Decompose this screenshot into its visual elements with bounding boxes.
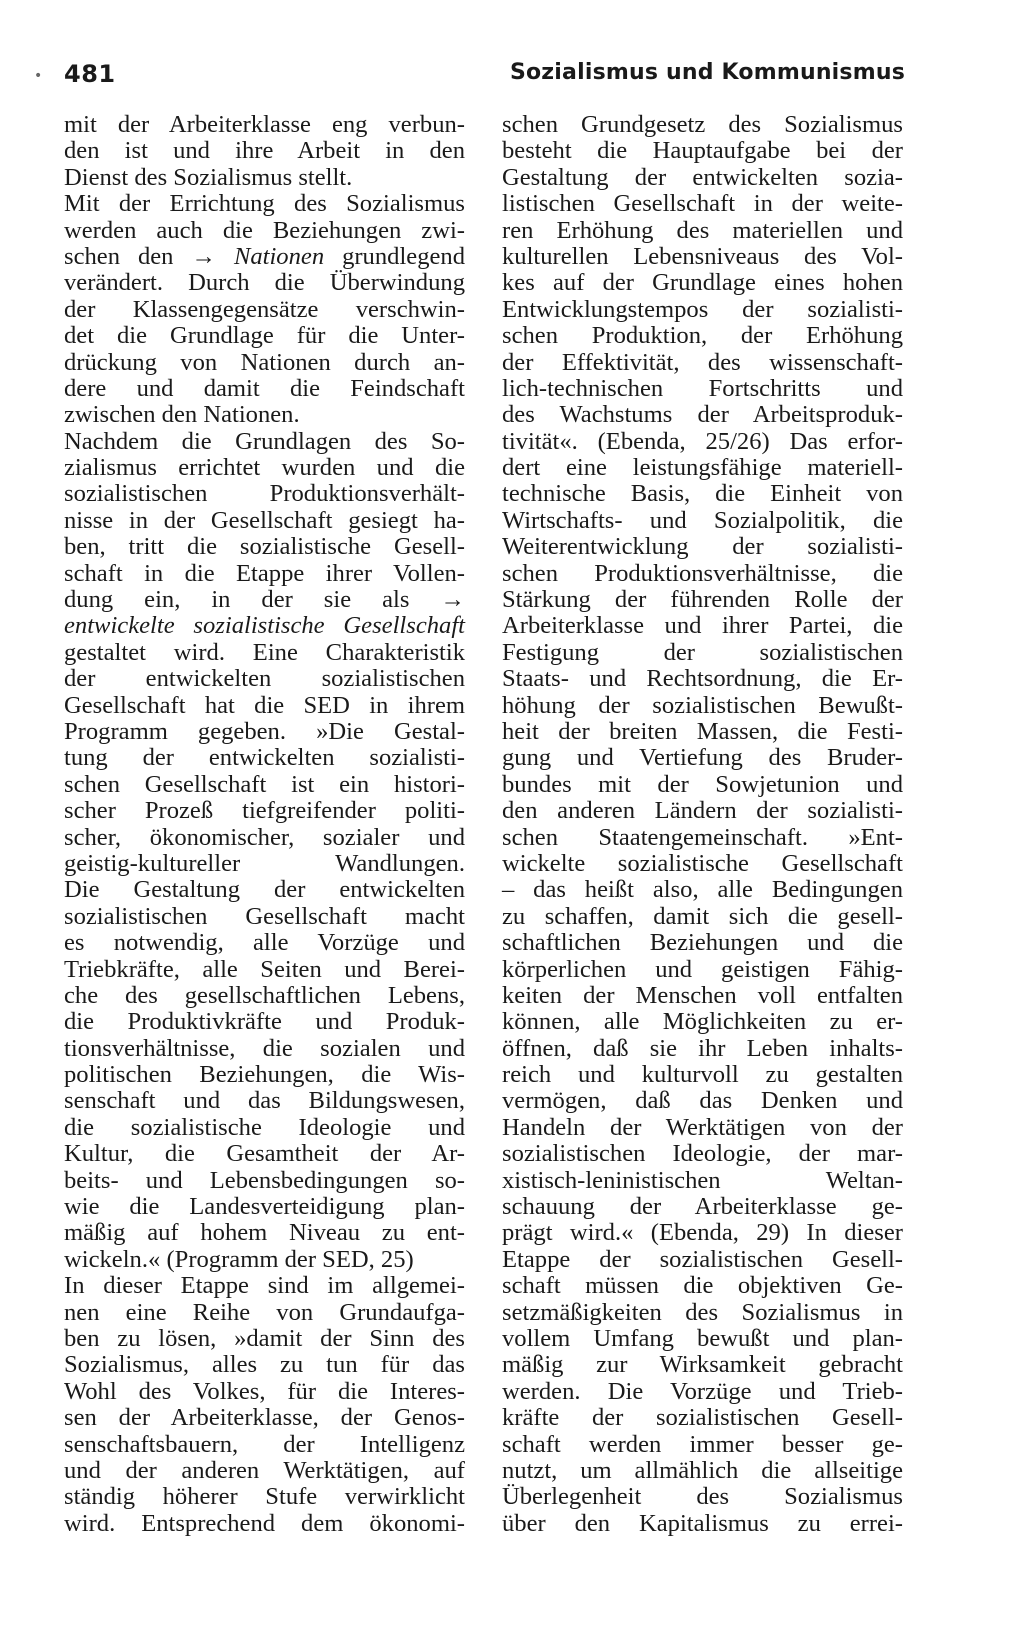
text-line [502, 402, 903, 428]
text-run: tivität«. (Ebenda, 25/26) Das erfor- [502, 427, 903, 455]
text-run: Stärkung der führenden Rolle der [502, 586, 903, 614]
text-line [64, 877, 465, 903]
text-run: nutzt, um allmählich die allseitige [502, 1456, 903, 1484]
text-run: vollem Umfang bewußt und plan- [502, 1324, 903, 1352]
text-run: prägt wird.« (Ebenda, 29) In dieser [502, 1219, 903, 1247]
text-run: kes auf der Grundlage eines hohen [502, 269, 903, 297]
text-line [64, 534, 465, 560]
text-run: Arbeiterklasse und ihrer Partei, die [502, 612, 903, 640]
text-line [64, 957, 465, 983]
text-run: schen Grundgesetz des Sozialismus [502, 111, 903, 138]
text-line [502, 930, 903, 956]
text-line [64, 270, 465, 296]
text-line [64, 481, 465, 507]
text-line [64, 561, 465, 587]
text-run: schaft werden immer besser ge- [502, 1430, 903, 1458]
text-run: nen eine Reihe von Grundaufga- [64, 1298, 465, 1326]
text-line [502, 798, 903, 824]
text-run: und der anderen Werktätigen, auf [64, 1456, 465, 1484]
text-run: Festigung der sozialistischen [502, 638, 903, 666]
text-run: mäßig zur Wirksamkeit gebracht [502, 1351, 903, 1379]
text-line [502, 613, 903, 639]
text-run: des Wachstums der Arbeitsproduk- [502, 401, 903, 429]
text-run: Dienst des Sozialismus stellt. [64, 163, 353, 191]
text-run: schen Staatengemeinschaft. »Ent- [502, 823, 903, 851]
text-line [64, 508, 465, 534]
text-line [64, 455, 465, 481]
text-run: schen den → [64, 242, 234, 270]
text-line [502, 165, 903, 191]
text-run: Gestaltung der entwickelten sozia- [502, 163, 903, 191]
text-run: wird. Entsprechend dem ökonomi- [64, 1509, 465, 1537]
text-run: senschaftsbauern, der Intelligenz [64, 1430, 465, 1458]
text-run: sozialistischen Gesellschaft macht [64, 902, 465, 930]
text-run: dert eine leistungsfähige materiell- [502, 454, 903, 482]
text-line [64, 983, 465, 1009]
text-line [64, 350, 465, 376]
italic-term: Nationen [233, 242, 325, 270]
text-run: schaft in die Etappe ihrer Vollen- [64, 559, 465, 587]
text-line [502, 957, 903, 983]
text-run: wickeln.« (Programm der SED, 25) [64, 1245, 414, 1273]
text-line [64, 402, 465, 428]
text-run: der entwickelten sozialistischen [64, 665, 465, 693]
text-line [64, 1458, 465, 1484]
text-run: technische Basis, die Einheit von [502, 480, 903, 508]
text-line [64, 1115, 465, 1141]
text-line [64, 825, 465, 851]
text-line [502, 640, 903, 666]
text-line [502, 587, 903, 613]
text-run: Kultur, die Gesamtheit der Ar- [64, 1140, 465, 1168]
text-line [64, 693, 465, 719]
text-run: Wirtschafts- und Sozialpolitik, die [502, 506, 903, 534]
text-run: bundes mit der Sowjetunion und [502, 770, 903, 798]
text-line [502, 851, 903, 877]
text-line [502, 1432, 903, 1458]
text-run: Sozialismus, alles zu tun für das [64, 1351, 465, 1379]
text-run: körperlichen und geistigen Fähig- [502, 955, 903, 983]
text-run: öffnen, daß sie ihr Leben inhalts- [502, 1034, 903, 1062]
text-run: ren Erhöhung des materiellen und [502, 216, 903, 244]
text-run: heit der breiten Massen, die Festi- [502, 717, 903, 745]
text-run: sozialistischen Produktionsverhält- [64, 480, 465, 508]
text-run: keiten der Menschen voll entfalten [502, 981, 903, 1009]
text-line [502, 666, 903, 692]
text-run: Staats- und Rechtsordnung, die Er- [502, 665, 903, 693]
text-line [64, 1247, 465, 1273]
text-line [64, 587, 465, 613]
text-run: zialismus errichtet wurden und die [64, 454, 465, 482]
text-run: höhung der sozialistischen Bewußt- [502, 691, 903, 719]
right-text-column [502, 112, 903, 1537]
text-line [502, 745, 903, 771]
text-run: schen Produktionsverhältnisse, die [502, 559, 903, 587]
text-line [64, 930, 465, 956]
text-run: drückung von Nationen durch an- [64, 348, 465, 376]
text-run: schaftlichen Beziehungen und die [502, 929, 903, 957]
text-line [502, 297, 903, 323]
text-line [64, 1511, 465, 1537]
text-run: nisse in der Gesellschaft gesiegt ha- [64, 506, 465, 534]
text-line [502, 481, 903, 507]
text-run: vermögen, daß das Denken und [502, 1087, 903, 1115]
text-line [64, 666, 465, 692]
text-run: ständig höherer Stufe verwirklicht [64, 1483, 465, 1511]
text-run: werden. Die Vorzüge und Trieb- [502, 1377, 903, 1405]
text-run: sozialistischen Ideologie, der mar- [502, 1140, 903, 1168]
text-line [502, 138, 903, 164]
text-run: schauung der Arbeiterklasse ge- [502, 1193, 903, 1221]
text-line [64, 376, 465, 402]
text-run: schen Produktion, der Erhöhung [502, 322, 903, 350]
text-run: mäßig auf hohem Niveau zu ent- [64, 1219, 465, 1247]
text-line [64, 1036, 465, 1062]
text-run: Triebkräfte, alle Seiten und Berei- [64, 955, 465, 983]
text-line [64, 218, 465, 244]
text-line [502, 218, 903, 244]
text-run: Programm gegeben. »Die Gestal- [64, 717, 465, 745]
text-run: besteht die Hauptaufgabe bei der [502, 137, 903, 165]
text-line [64, 297, 465, 323]
text-line [64, 1405, 465, 1431]
text-line [502, 1511, 903, 1537]
text-line [502, 1009, 903, 1035]
text-line [64, 1062, 465, 1088]
left-text-column [64, 112, 465, 1537]
text-line [64, 745, 465, 771]
running-header-title: Sozialismus und Kommunismus [509, 60, 905, 85]
text-line [64, 191, 465, 217]
text-run: wie die Landesverteidigung plan- [64, 1193, 465, 1221]
text-run: schaft müssen die objektiven Ge- [502, 1272, 903, 1300]
text-run: che des gesellschaftlichen Lebens, [64, 981, 465, 1009]
text-line [502, 1326, 903, 1352]
text-line [502, 1036, 903, 1062]
text-line [64, 1432, 465, 1458]
text-line [502, 561, 903, 587]
text-run: der Klassengegensätze verschwin- [64, 295, 465, 323]
text-line [64, 1168, 465, 1194]
text-line [64, 798, 465, 824]
text-run: wickelte sozialistische Gesellschaft [502, 849, 903, 877]
page-number: 481 [64, 60, 116, 88]
text-line [502, 983, 903, 1009]
text-run: kulturellen Lebensniveaus des Vol- [502, 242, 903, 270]
text-line [502, 1379, 903, 1405]
text-run: den ist und ihre Arbeit in den [64, 137, 465, 165]
text-line [502, 1168, 903, 1194]
text-run: verändert. Durch die Überwindung [64, 269, 465, 297]
text-line [502, 877, 903, 903]
text-line [64, 1326, 465, 1352]
text-line [64, 904, 465, 930]
text-run: det die Grundlage für die Unter- [64, 322, 465, 350]
text-line [502, 825, 903, 851]
text-run: – das heißt also, alle Bedingungen [502, 876, 903, 904]
page-corner-mark: • [34, 68, 43, 84]
text-line [502, 904, 903, 930]
text-line [502, 244, 903, 270]
text-run: schen Gesellschaft ist ein histori- [64, 770, 465, 798]
text-run: Die Gestaltung der entwickelten [64, 876, 465, 904]
text-line [502, 429, 903, 455]
text-line [64, 244, 465, 270]
text-line [64, 613, 465, 639]
text-run: listischen Gesellschaft in der weite- [502, 190, 903, 218]
text-run: Etappe der sozialistischen Gesell- [502, 1245, 903, 1273]
text-run: tung der entwickelten sozialisti- [64, 744, 465, 772]
text-run: ben, tritt die sozialistische Gesell- [64, 533, 465, 561]
text-run: sen der Arbeiterklasse, der Genos- [64, 1404, 465, 1432]
text-line [64, 1300, 465, 1326]
italic-term: entwickelte sozialistische Gesellschaft [64, 612, 465, 640]
text-line [502, 1300, 903, 1326]
text-line [502, 719, 903, 745]
text-run: Wohl des Volkes, für die Interes- [64, 1377, 465, 1405]
text-run: In dieser Etappe sind im allgemei- [64, 1272, 465, 1300]
text-line [502, 350, 903, 376]
text-line [502, 693, 903, 719]
text-run: scher Prozeß tiefgreifender politi- [64, 797, 465, 825]
text-line [64, 1352, 465, 1378]
text-line [502, 455, 903, 481]
text-run: über den Kapitalismus zu errei- [502, 1509, 903, 1537]
text-line [64, 1273, 465, 1299]
text-line [64, 1194, 465, 1220]
text-run: Nachdem die Grundlagen des So- [64, 427, 465, 455]
text-line [502, 1062, 903, 1088]
text-run: politischen Beziehungen, die Wis- [64, 1061, 465, 1089]
text-line [502, 1273, 903, 1299]
text-line [502, 772, 903, 798]
text-run: grundlegend [324, 242, 465, 270]
text-line [502, 1352, 903, 1378]
text-line [502, 534, 903, 560]
text-line [502, 1484, 903, 1510]
text-line [64, 323, 465, 349]
text-run: kräfte der sozialistischen Gesell- [502, 1404, 903, 1432]
text-run: Handeln der Werktätigen von der [502, 1113, 903, 1141]
text-run: die Produktivkräfte und Produk- [64, 1008, 465, 1036]
text-run: xistisch-leninistischen Weltan- [502, 1166, 903, 1194]
text-line [502, 191, 903, 217]
text-line [502, 1088, 903, 1114]
text-line [502, 323, 903, 349]
text-line [502, 270, 903, 296]
text-line [64, 1220, 465, 1246]
text-line [502, 112, 903, 138]
text-run: Mit der Errichtung des Sozialismus [64, 190, 465, 218]
text-run: können, alle Möglichkeiten zu er- [502, 1008, 903, 1036]
text-run: werden auch die Beziehungen zwi- [64, 216, 465, 244]
text-run: geistig-kultureller Wandlungen. [64, 849, 465, 877]
text-run: Gesellschaft hat die SED in ihrem [64, 691, 465, 719]
text-line [502, 1458, 903, 1484]
text-line [64, 1088, 465, 1114]
text-run: mit der Arbeiterklasse eng verbun- [64, 111, 465, 138]
text-line [64, 1379, 465, 1405]
text-run: gestaltet wird. Eine Charakteristik [64, 638, 465, 666]
text-line [502, 1247, 903, 1273]
text-line [502, 376, 903, 402]
text-run: scher, ökonomischer, sozialer und [64, 823, 465, 851]
text-line [64, 719, 465, 745]
text-run: Weiterentwicklung der sozialisti- [502, 533, 903, 561]
text-run: lich-technischen Fortschritts und [502, 374, 903, 402]
text-line [64, 640, 465, 666]
text-run: ben zu lösen, »damit der Sinn des [64, 1324, 465, 1352]
text-run: es notwendig, alle Vorzüge und [64, 929, 465, 957]
text-run: der Effektivität, des wissenschaft- [502, 348, 903, 376]
text-run: tionsverhältnisse, die sozialen und [64, 1034, 465, 1062]
text-line [502, 508, 903, 534]
text-run: den anderen Ländern der sozialisti- [502, 797, 903, 825]
text-line [64, 112, 465, 138]
text-line [64, 772, 465, 798]
text-line [64, 851, 465, 877]
text-run: zu schaffen, damit sich die gesell- [502, 902, 903, 930]
text-line [502, 1141, 903, 1167]
text-line [502, 1194, 903, 1220]
text-run: setzmäßigkeiten des Sozialismus in [502, 1298, 903, 1326]
text-line [502, 1115, 903, 1141]
text-run: dung ein, in der sie als → [64, 586, 465, 614]
text-line [64, 429, 465, 455]
text-run: Entwicklungstempos der sozialisti- [502, 295, 903, 323]
text-line [502, 1220, 903, 1246]
text-line [64, 1009, 465, 1035]
text-run: dere und damit die Feindschaft [64, 374, 465, 402]
text-run: zwischen den Nationen. [64, 401, 300, 429]
text-run: gung und Vertiefung des Bruder- [502, 744, 903, 772]
text-run: reich und kulturvoll zu gestalten [502, 1061, 903, 1089]
text-run: die sozialistische Ideologie und [64, 1113, 465, 1141]
text-run: senschaft und das Bildungswesen, [64, 1087, 465, 1115]
text-line [64, 1484, 465, 1510]
text-line [64, 138, 465, 164]
text-line [64, 1141, 465, 1167]
text-run: beits- und Lebensbedingungen so- [64, 1166, 465, 1194]
text-line [502, 1405, 903, 1431]
text-run: Überlegenheit des Sozialismus [502, 1483, 903, 1511]
text-line [64, 165, 465, 191]
